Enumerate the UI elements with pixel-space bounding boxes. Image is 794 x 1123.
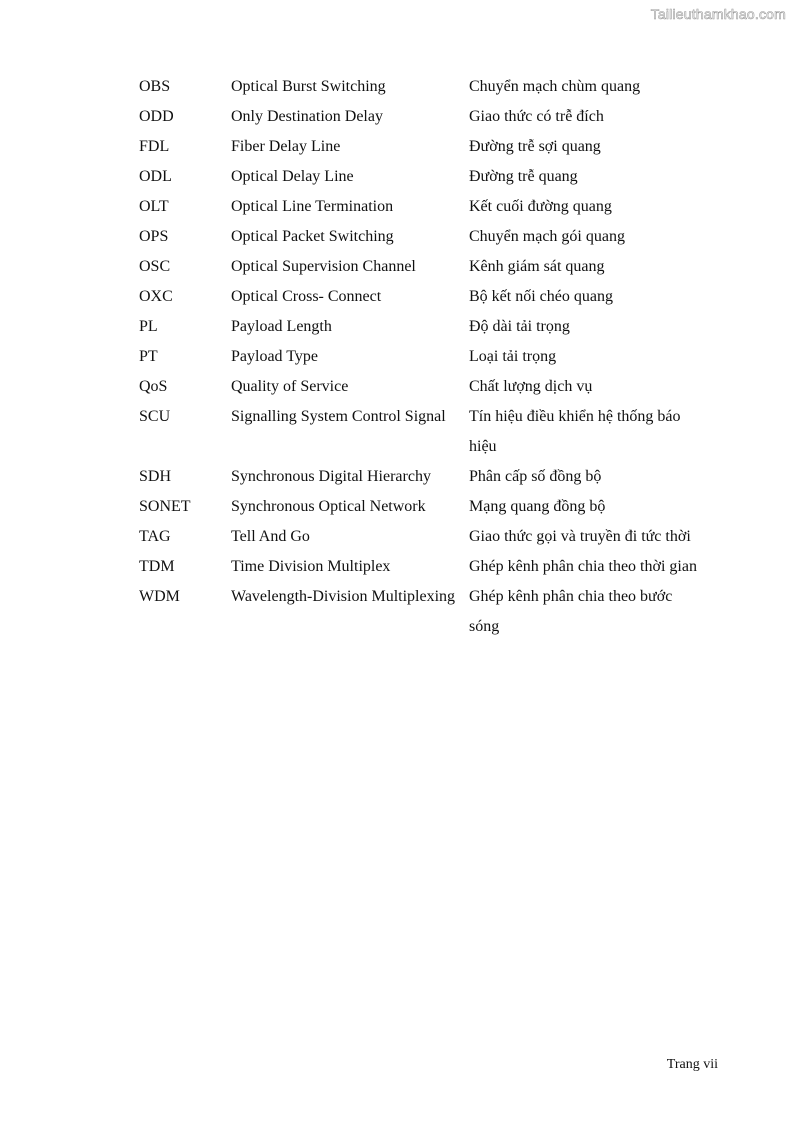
abbreviation-cell: SONET: [139, 498, 191, 515]
table-row: [139, 372, 699, 402]
english-term-cell: Optical Packet Switching: [231, 228, 394, 245]
english-term-cell: Quality of Service: [231, 378, 349, 395]
abbreviation-cell: OPS: [139, 228, 169, 245]
vietnamese-term-cell: Chất lượng dịch vụ: [469, 378, 593, 395]
vietnamese-term-cell: Tín hiệu điều khiển hệ thống báo hiệu: [469, 408, 681, 455]
vietnamese-term-cell: Bộ kết nối chéo quang: [469, 288, 613, 305]
vietnamese-term-cell: Ghép kênh phân chia theo thời gian: [469, 558, 697, 575]
abbreviation-cell: OLT: [139, 198, 169, 215]
table-row: [139, 492, 699, 522]
abbreviation-table: [139, 72, 699, 642]
vietnamese-term-cell: Độ dài tải trọng: [469, 318, 570, 335]
abbreviation-cell: SDH: [139, 468, 172, 485]
table-row: [139, 102, 699, 132]
table-row: [139, 192, 699, 222]
english-term-cell: Time Division Multiplex: [231, 558, 391, 575]
table-row: [139, 522, 699, 552]
abbreviation-cell: TDM: [139, 558, 175, 575]
vietnamese-term-cell: Kết cuối đường quang: [469, 198, 612, 215]
vietnamese-term-cell: Kênh giám sát quang: [469, 258, 605, 275]
table-row: [139, 402, 699, 462]
table-row: [139, 132, 699, 162]
english-term-cell: Optical Supervision Channel: [231, 258, 416, 275]
table-row: [139, 252, 699, 282]
table-row: [139, 342, 699, 372]
table-row: [139, 72, 699, 102]
english-term-cell: Synchronous Digital Hierarchy: [231, 468, 431, 485]
english-term-cell: Synchronous Optical Network: [231, 498, 426, 515]
abbreviation-cell: QoS: [139, 378, 168, 395]
abbreviation-cell: ODL: [139, 168, 172, 185]
table-row: [139, 312, 699, 342]
english-term-cell: Signalling System Control Signal: [231, 408, 446, 425]
vietnamese-term-cell: Giao thức có trễ đích: [469, 108, 604, 125]
abbreviation-cell: TAG: [139, 528, 171, 545]
vietnamese-term-cell: Ghép kênh phân chia theo bước sóng: [469, 588, 673, 635]
vietnamese-term-cell: Đường trễ sợi quang: [469, 138, 601, 155]
abbreviation-cell: FDL: [139, 138, 170, 155]
english-term-cell: Only Destination Delay: [231, 108, 383, 125]
abbreviation-cell: PT: [139, 348, 158, 365]
english-term-cell: Payload Type: [231, 348, 319, 365]
table-row: [139, 582, 699, 642]
abbreviation-cell: PL: [139, 318, 158, 335]
table-row: [139, 282, 699, 312]
english-term-cell: Payload Length: [231, 318, 332, 335]
english-term-cell: Fiber Delay Line: [231, 138, 341, 155]
abbreviation-cell: OXC: [139, 288, 173, 305]
watermark: Tailieuthamkhao.com: [650, 6, 786, 22]
english-term-cell: Optical Line Termination: [231, 198, 394, 215]
abbreviation-cell: OBS: [139, 78, 171, 95]
english-term-cell: Optical Cross- Connect: [231, 288, 382, 305]
vietnamese-term-cell: Phân cấp số đồng bộ: [469, 468, 602, 485]
vietnamese-term-cell: Giao thức gọi và truyền đi tức thời: [469, 528, 691, 545]
table-row: [139, 222, 699, 252]
vietnamese-term-cell: Chuyển mạch gói quang: [469, 228, 625, 245]
page-number: Trang vii: [666, 1057, 718, 1072]
english-term-cell: Wavelength-Division Multiplexing: [231, 588, 456, 605]
vietnamese-term-cell: Đường trễ quang: [469, 168, 578, 185]
vietnamese-term-cell: Chuyển mạch chùm quang: [469, 78, 641, 95]
english-term-cell: Tell And Go: [231, 528, 310, 545]
vietnamese-term-cell: Mạng quang đồng bộ: [469, 498, 606, 515]
abbreviation-cell: OSC: [139, 258, 171, 275]
english-term-cell: Optical Delay Line: [231, 168, 354, 185]
abbreviation-cell: ODD: [139, 108, 174, 125]
abbreviation-cell: SCU: [139, 408, 171, 425]
abbreviation-cell: WDM: [139, 588, 180, 605]
english-term-cell: Optical Burst Switching: [231, 78, 386, 95]
table-row: [139, 162, 699, 192]
table-row: [139, 552, 699, 582]
vietnamese-term-cell: Loại tải trọng: [469, 348, 557, 365]
table-row: [139, 462, 699, 492]
